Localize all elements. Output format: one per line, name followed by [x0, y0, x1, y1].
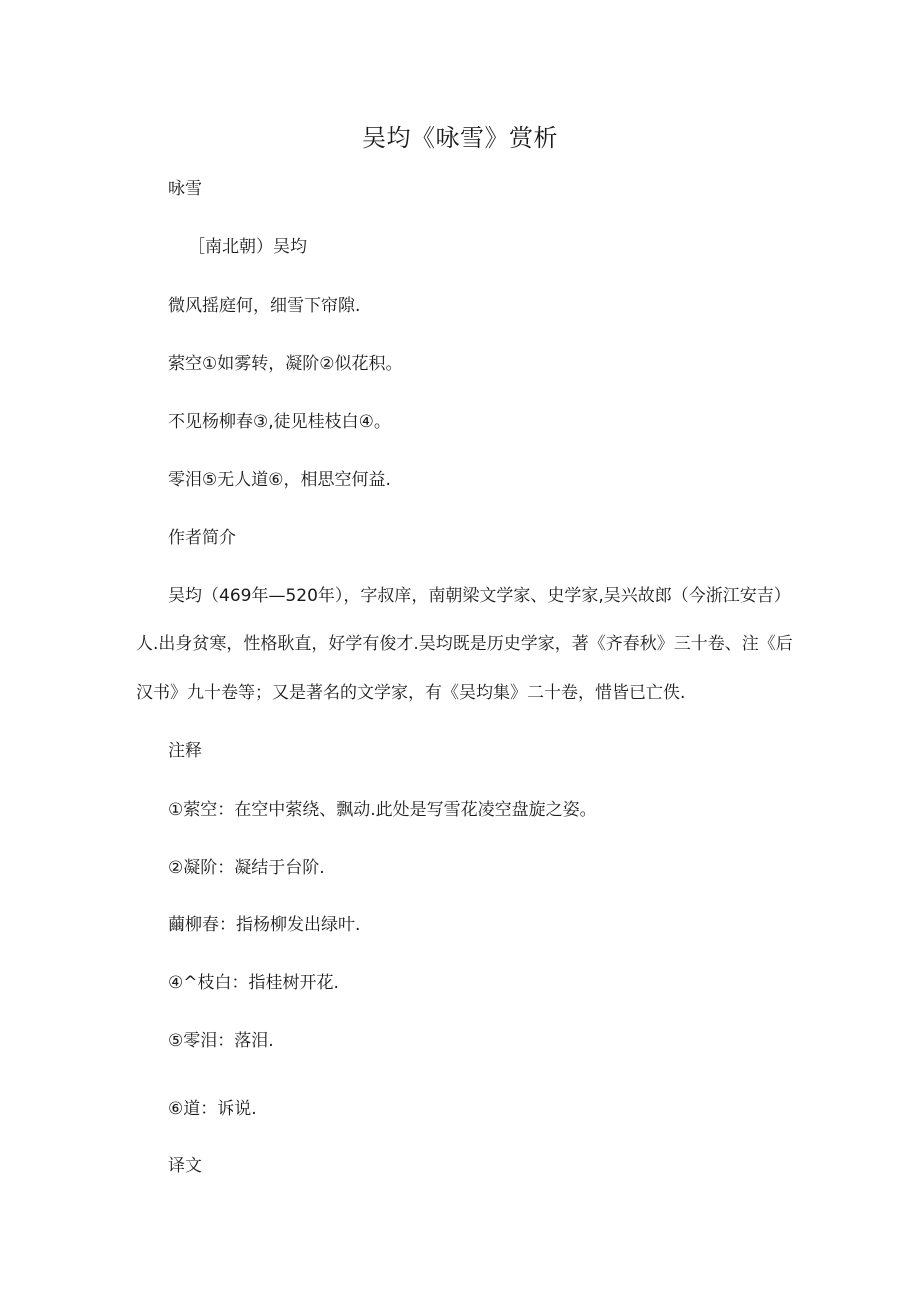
note-item: ②凝阶：凝结于台阶. [168, 858, 325, 878]
notes-section-heading: 注释 [168, 741, 202, 761]
note-item: ④^枝白：指桂树开花. [168, 973, 339, 993]
poem-heading: 咏雪 [168, 179, 202, 199]
note-item: 繭柳春：指杨柳发出绿叶. [168, 915, 361, 935]
author-bio-line: 汉书》九十卷等；又是著名的文学家，有《吴均集》二十卷，惜皆已亡佚. [136, 683, 686, 703]
note-item: ①萦空：在空中萦绕、飘动.此处是写雪花凌空盘旋之姿。 [168, 800, 597, 820]
poem-verse: 萦空①如雾转，凝阶②似花积。 [168, 354, 403, 374]
translation-section-heading: 译文 [168, 1156, 202, 1176]
note-item: ⑥道：诉说. [168, 1099, 257, 1119]
poem-author-line: ［南北朝）吴均 [188, 237, 307, 257]
poem-verse: 零泪⑤无人道⑥，相思空何益. [168, 470, 391, 490]
poem-verse: 微风摇庭何，细雪下帘隙. [168, 296, 361, 316]
author-bio-line: 人.出身贫寒，性格耿直，好学有俊才.吴均既是历史学家，著《齐春秋》三十卷、注《后 [136, 634, 793, 654]
note-item: ⑤零泪：落泪. [168, 1031, 274, 1051]
document-title: 吴均《咏雪》赏析 [362, 124, 558, 152]
author-section-heading: 作者简介 [168, 528, 236, 548]
author-bio-line: 吴均（469年—520年），字叔庠，南朝梁文学家、史学家,吴兴故郎（今浙江安吉） [168, 586, 791, 606]
poem-verse: 不见杨柳春③,徒见桂枝白④。 [168, 412, 391, 432]
